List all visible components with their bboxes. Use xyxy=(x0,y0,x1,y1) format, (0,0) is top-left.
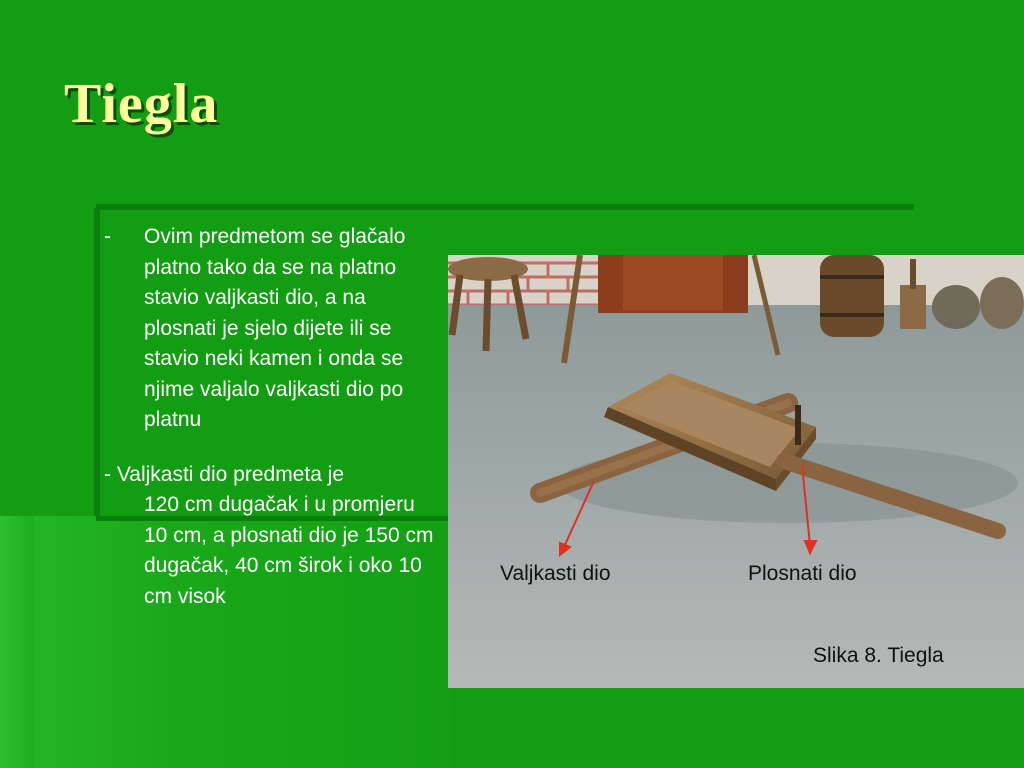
paragraph-dimensions-lead: - Valjkasti dio predmeta je xyxy=(104,462,345,486)
slide-title: Tiegla xyxy=(64,73,219,135)
clay-jug xyxy=(932,285,980,329)
churn xyxy=(900,285,926,329)
label-flat: Plosnati dio xyxy=(748,562,857,585)
paragraph-dimensions xyxy=(104,460,434,613)
body-text xyxy=(104,222,434,612)
peg xyxy=(795,405,801,445)
decorative-top-bar xyxy=(96,204,914,210)
paragraph-dimensions-text: 120 cm dugačak i u promjeru 10 cm, a plosnati dio je 150 cm dugačak, 40 cm širok i oko 10 cm visok xyxy=(144,493,434,608)
bullet-dash: - xyxy=(104,225,111,248)
photo-caption: Slika 8. Tiegla xyxy=(813,644,944,667)
tiegla-photo xyxy=(448,255,1024,688)
label-roller: Valjkasti dio xyxy=(500,562,611,585)
clay-jug-2 xyxy=(980,277,1024,329)
paragraph-usage xyxy=(104,222,434,436)
decorative-left-band xyxy=(0,516,34,768)
barrel xyxy=(820,255,884,337)
paragraph-usage-text: Ovim predmetom se glačalo platno tako da se na platno stavio valjkasti dio, a na plosnati je sjelo dijete ili se stavio neki kamen i onda se njime valjalo valjkasti dio po platnu xyxy=(144,225,406,431)
tiegla-photo-image xyxy=(448,255,1024,688)
